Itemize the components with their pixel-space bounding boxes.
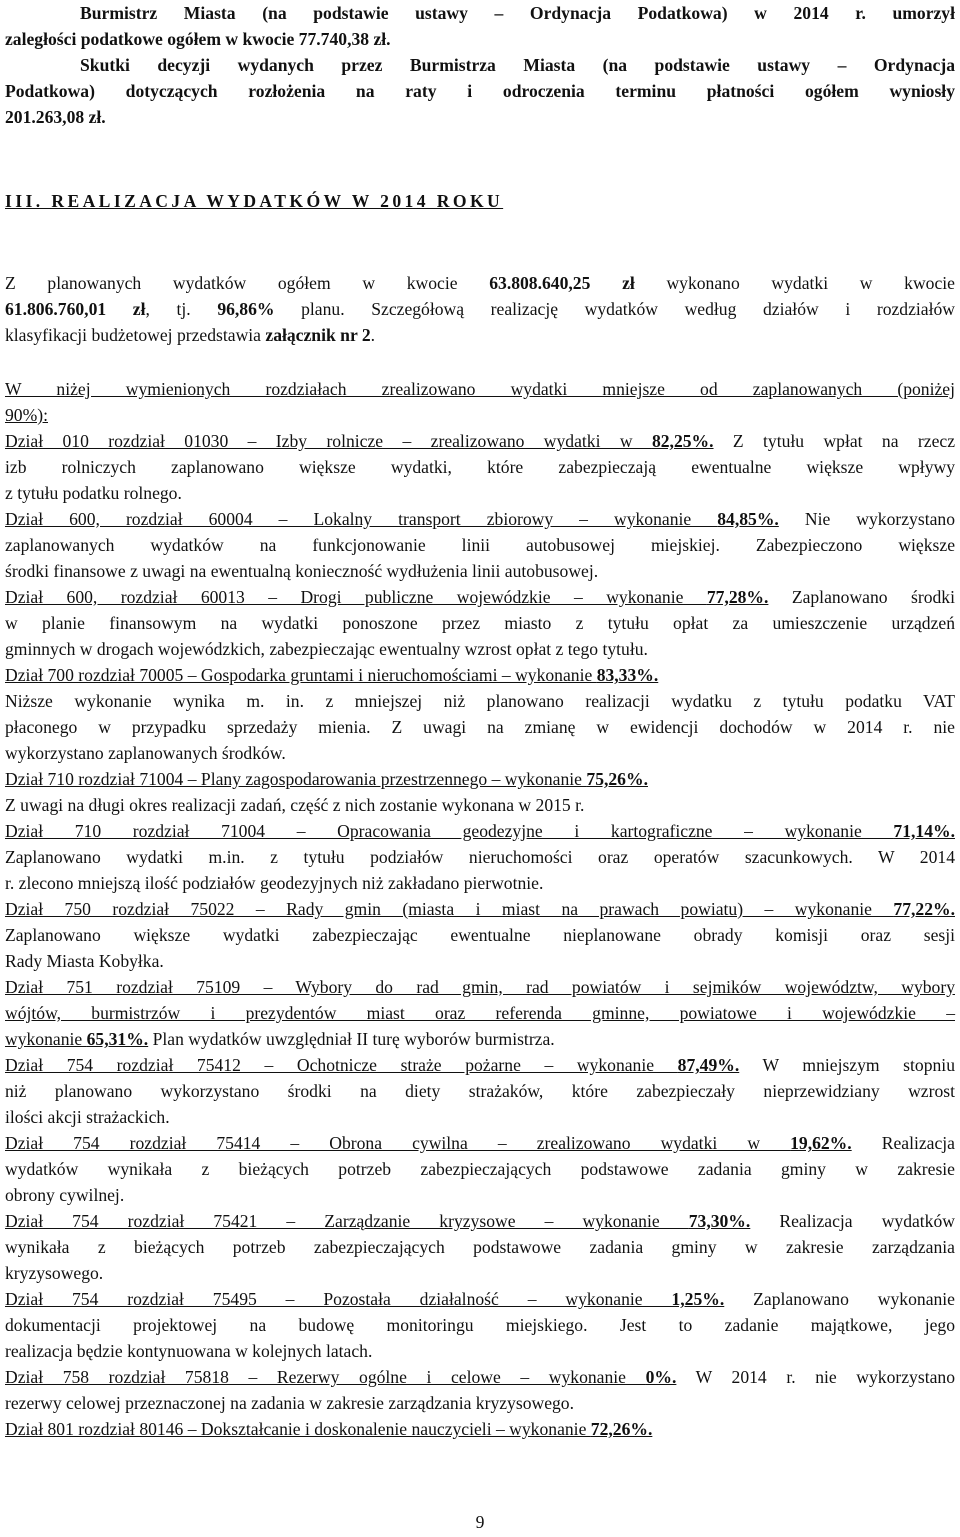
text-segment: Dział 754 rozdział 75412 – Ochotnicze straże pożarne – wykonanie [5, 1055, 678, 1075]
text-segment: płaconego w przypadku sprzedaży mienia. Z uwagi na zmianę w ewidencji dochodów w 2014 r. nie [5, 717, 955, 737]
text-segment: Dział 750 rozdział 75022 – Rady gmin (miasta i miast na prawach powiatu) – wykonanie [5, 899, 894, 919]
text-line [5, 1182, 955, 1208]
text-segment: wójtów, burmistrzów i prezydentów miast oraz referenda gminne, powiatowe i wojewódzkie – [5, 1003, 955, 1023]
text-segment: wykonano wydatki w kwocie [634, 273, 955, 293]
text-line [5, 1234, 955, 1260]
text-segment: III. REALIZACJA WYDATKÓW W 2014 ROKU [5, 191, 504, 211]
text-line [5, 870, 955, 896]
text-segment: Rady Miasta Kobyłka. [5, 951, 164, 971]
text-segment: wynikała z bieżących potrzeb zabezpieczających podstawowe zadania gminy w zakresie zarządzania [5, 1237, 955, 1257]
text-line [5, 1208, 955, 1234]
text-segment: Podatkowa) dotyczących rozłożenia na raty i odroczenia terminu płatności ogółem wyniosły [5, 81, 955, 101]
text-line [5, 480, 955, 506]
text-segment: Z tytułu wpłat na rzecz [713, 431, 956, 451]
text-segment: 75,26%. [586, 769, 648, 789]
page-number: 9 [475, 1512, 485, 1532]
text-line [5, 532, 955, 558]
text-segment: z tytułu podatku rolnego. [5, 483, 182, 503]
text-line [5, 1286, 955, 1312]
text-line [5, 428, 955, 454]
text-line [5, 506, 955, 532]
text-segment: 96,86% [217, 299, 275, 319]
text-line [5, 270, 955, 296]
text-segment: Skutki decyzji wydanych przez Burmistrza Miasta (na podstawie ustawy – Ordynacja [80, 55, 955, 75]
text-segment: Plan wydatków uwzględniał II turę wyborów burmistrza. [148, 1029, 555, 1049]
text-segment: Zaplanowano środki [768, 587, 955, 607]
text-segment: Dział 801 rozdział 80146 – Dokształcanie i doskonalenie nauczycieli – wykonanie [5, 1419, 591, 1439]
text-line [5, 52, 955, 78]
text-line [5, 688, 955, 714]
text-segment: Z uwagi na długi okres realizacji zadań, część z nich zostanie wykonana w 2015 r. [5, 795, 585, 815]
text-line [5, 1052, 955, 1078]
text-line [5, 1416, 955, 1442]
text-segment: Dział 700 rozdział 70005 – Gospodarka gruntami i nieruchomościami – wykonanie [5, 665, 597, 685]
text-line [5, 402, 955, 428]
text-line [5, 104, 955, 130]
text-segment: klasyfikacji budżetowej przedstawia [5, 325, 266, 345]
text-segment: wykonanie [5, 1029, 87, 1049]
text-segment: Dział 600, rozdział 60004 – Lokalny transport zbiorowy – wykonanie [5, 509, 718, 529]
text-line [5, 974, 955, 1000]
text-line [5, 610, 955, 636]
text-segment: . [370, 325, 376, 345]
text-line [5, 376, 955, 402]
text-segment: 71,14%. [893, 821, 955, 841]
text-segment: Realizacja wydatków [750, 1211, 955, 1231]
text-line [5, 662, 955, 688]
text-segment: Dział 710 rozdział 71004 – Opracowania geodezyjne i kartograficzne – wykonanie [5, 821, 894, 841]
text-segment: Dział 010 rozdział 01030 – Izby rolnicze – zrealizowano wydatki w [5, 431, 652, 451]
text-line [5, 26, 955, 52]
text-segment: Dział 751 rozdział 75109 – Wybory do rad gmin, rad powiatów i sejmików województw, wybory [5, 977, 955, 997]
text-segment: 65,31%. [86, 1029, 149, 1049]
text-segment: Nie wykorzystano [778, 509, 955, 529]
text-segment: załącznik nr 2 [265, 325, 371, 345]
text-segment: Dział 754 rozdział 75495 – Pozostała działalność – wykonanie [5, 1289, 672, 1309]
text-segment: ilości akcji strażackich. [5, 1107, 170, 1127]
text-segment: Zaplanowano wydatki m.in. z tytułu podziałów nieruchomości oraz operatów szacunkowych. W 2014 [5, 847, 955, 867]
text-segment: wykorzystano zaplanowanych środków. [5, 743, 286, 763]
text-line [5, 1078, 955, 1104]
text-segment: 1,25%. [671, 1289, 725, 1309]
text-segment: 73,30%. [688, 1211, 751, 1231]
text-segment: 87,49%. [677, 1055, 740, 1075]
text-segment: zaległości podatkowe ogółem w kwocie 77.740,38 zł. [5, 29, 391, 49]
text-segment: środki finansowe z uwagi na ewentualną konieczność wydłużenia linii autobusowej. [5, 561, 599, 581]
text-line [5, 792, 955, 818]
text-segment: Dział 600, rozdział 60013 – Drogi publiczne wojewódzkie – wykonanie [5, 587, 707, 607]
text-segment: r. zlecono mniejszą ilość podziałów geodezyjnych niż zakładano pierwotnie. [5, 873, 544, 893]
text-line [5, 818, 955, 844]
text-segment: Z planowanych wydatków ogółem w kwocie [5, 273, 490, 293]
text-segment: 63.808.640,25 zł [489, 273, 635, 293]
text-segment: Burmistrz Miasta (na podstawie ustawy – Ordynacja Podatkowa) w 2014 r. umorzył [80, 3, 955, 23]
text-segment: planu. Szczegółową realizację wydatków według działów i rozdziałów [274, 299, 955, 319]
text-line [5, 296, 955, 322]
text-segment: Niższe wykonanie wynika m. in. z mniejszej niż planowano realizacji wydatku z tytułu podatku VAT [5, 691, 955, 711]
text-segment: Zaplanowano wykonanie [724, 1289, 955, 1309]
text-line [5, 454, 955, 480]
text-segment: izb rolniczych zaplanowano większe wydatki, które zabezpieczają ewentualne większe wpływy [5, 457, 955, 477]
text-segment: 77,22%. [893, 899, 955, 919]
text-segment: gminnych w drogach wojewódzkich, zabezpieczając ewentualny wzrost opłat z tego tytułu. [5, 639, 648, 659]
text-line [5, 714, 955, 740]
text-line [5, 896, 955, 922]
text-segment: Zaplanowano większe wydatki zabezpieczając ewentualne nieplanowane obrady komisji oraz sesji [5, 925, 955, 945]
text-line [5, 1000, 955, 1026]
text-line [5, 1364, 955, 1390]
text-segment: 61.806.760,01 zł [5, 299, 146, 319]
text-line [5, 1390, 955, 1416]
text-line [5, 322, 955, 348]
text-line [5, 1260, 955, 1286]
text-segment: Dział 710 rozdział 71004 – Plany zagospodarowania przestrzennego – wykonanie [5, 769, 587, 789]
text-line [5, 1312, 955, 1338]
text-line [5, 0, 955, 26]
text-segment: niż planowano wykorzystano środki na diety strażaków, które zabezpieczały nieprzewidziany wzrost [5, 1081, 955, 1101]
text-line [5, 584, 955, 610]
text-line [5, 1130, 955, 1156]
text-line [5, 740, 955, 766]
text-line [5, 558, 955, 584]
text-line [5, 844, 955, 870]
text-segment: , tj. [145, 299, 218, 319]
text-line [5, 78, 955, 104]
text-segment: 77,28%. [706, 587, 769, 607]
text-segment: w planie finansowym na wydatki ponoszone przez miasto z tytułu opłat za umieszczenie urządzeń [5, 613, 955, 633]
text-line [5, 1156, 955, 1182]
text-segment: 82,25%. [651, 431, 714, 451]
section-heading [5, 188, 955, 214]
text-segment: 0%. [645, 1367, 677, 1387]
text-segment: 90%): [5, 405, 48, 425]
text-segment: dokumentacji projektowej na budowę monitoringu miejskiego. Jest to zadanie majątkowe, jego [5, 1315, 955, 1335]
text-segment: Dział 754 rozdział 75414 – Obrona cywilna – zrealizowano wydatki w [5, 1133, 791, 1153]
text-segment: 19,62%. [790, 1133, 852, 1153]
text-line [5, 1026, 955, 1052]
text-segment: kryzysowego. [5, 1263, 104, 1283]
text-line [5, 1104, 955, 1130]
text-segment: W 2014 r. nie wykorzystano [676, 1367, 955, 1387]
text-segment: wydatków wynikała z bieżących potrzeb zabezpieczających podstawowe zadania gminy w zakresie [5, 1159, 955, 1179]
text-segment: Dział 758 rozdział 75818 – Rezerwy ogólne i celowe – wykonanie [5, 1367, 646, 1387]
text-line [5, 948, 955, 974]
text-segment: rezerwy celowej przeznaczonej na zadania w zakresie zarządzania kryzysowego. [5, 1393, 575, 1413]
text-segment: Dział 754 rozdział 75421 – Zarządzanie kryzysowe – wykonanie [5, 1211, 689, 1231]
text-line [5, 636, 955, 662]
text-segment: obrony cywilnej. [5, 1185, 125, 1205]
text-segment: Realizacja [851, 1133, 955, 1153]
text-segment: 201.263,08 zł. [5, 107, 106, 127]
text-segment: 83,33%. [596, 665, 659, 685]
text-segment: 72,26%. [590, 1419, 653, 1439]
text-segment: W mniejszym stopniu [739, 1055, 955, 1075]
text-segment: realizacja będzie kontynuowana w kolejnych latach. [5, 1341, 373, 1361]
text-segment: 84,85%. [717, 509, 779, 529]
text-line [5, 922, 955, 948]
text-segment: zaplanowanych wydatków na funkcjonowanie linii autobusowej miejskiej. Zabezpieczono większe [5, 535, 955, 555]
text-line [5, 1338, 955, 1364]
text-line [5, 766, 955, 792]
text-segment: W niżej wymienionych rozdziałach zrealizowano wydatki mniejsze od zaplanowanych (poniżej [5, 379, 955, 399]
